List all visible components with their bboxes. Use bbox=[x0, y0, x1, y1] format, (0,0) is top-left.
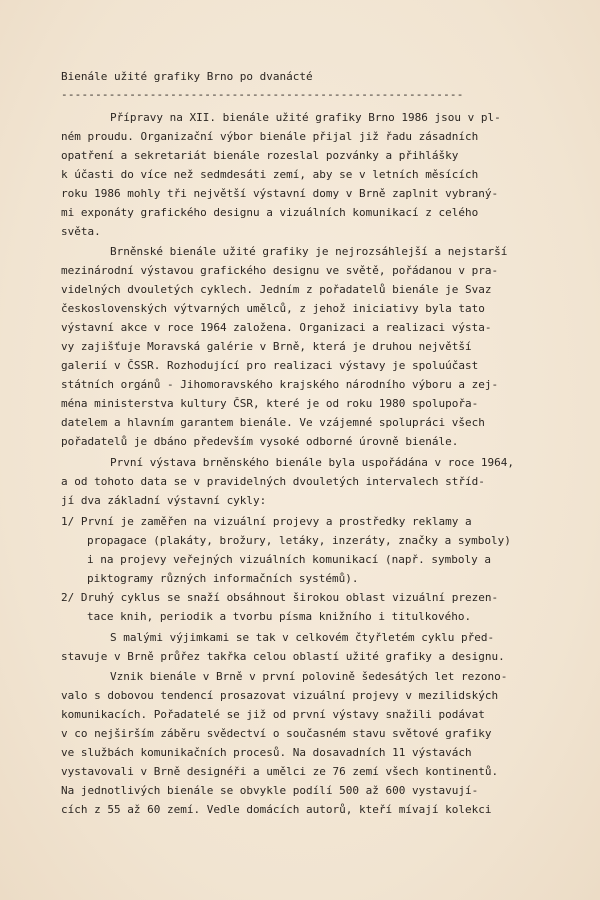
text-line: Na jednotlivých bienále se obvykle podílí 500 až 600 vystavují- bbox=[61, 784, 479, 797]
text-line: stavuje v Brně průřez takřka celou oblastí užité grafiky a designu. bbox=[61, 650, 505, 663]
text-line: piktogramy různých informačních systémů). bbox=[87, 572, 359, 585]
text-line: ména ministerstva kultury ČSR, které je od roku 1980 spolupořa- bbox=[61, 397, 479, 410]
text-line: Brněnské bienále užité grafiky je nejrozsáhlejší a nejstarší bbox=[110, 245, 508, 258]
text-line: pořadatelů je dbáno především vysoké odborné úrovně bienále. bbox=[61, 435, 459, 448]
text-line: vystavovali v Brně designéři a umělci ze 76 zemí všech kontinentů. bbox=[61, 765, 499, 778]
text-line: opatření a sekretariát bienále rozeslal pozvánky a přihlášky bbox=[61, 149, 459, 162]
text-line: datelem a hlavním garantem bienále. Ve vzájemné spolupráci všech bbox=[61, 416, 485, 429]
text-line: v co nejširším záběru svědectví o současném stavu světové grafiky bbox=[61, 727, 492, 740]
text-line: tace knih, periodik a tvorbu písma knižního i titulkového. bbox=[87, 610, 472, 623]
text-line: světa. bbox=[61, 225, 101, 238]
text-line: mi exponáty grafického designu a vizuálních komunikací z celého bbox=[61, 206, 479, 219]
text-line: První výstava brněnského bienále byla uspořádána v roce 1964, bbox=[110, 456, 514, 469]
text-line: valo s dobovou tendencí prosazovat vizuální projevy v mezilidských bbox=[61, 689, 499, 702]
text-line: Vznik bienále v Brně v první polovině šedesátých let rezono- bbox=[110, 670, 508, 683]
title-underline: ----------------------------------------------------------- bbox=[61, 88, 464, 101]
list-item-1: 1/ První je zaměřen na vizuální projevy a prostředky reklamy a bbox=[61, 515, 472, 528]
text-line: státních orgánů - Jihomoravského krajského národního výboru a zej- bbox=[61, 378, 499, 391]
text-line: komunikacích. Pořadatelé se již od první výstavy snažili podávat bbox=[61, 708, 485, 721]
text-line: galerií v ČSSR. Rozhodující pro realizaci výstavy je spoluúčast bbox=[61, 359, 479, 372]
text-line: ném proudu. Organizační výbor bienále přijal již řadu zásadních bbox=[61, 130, 479, 143]
text-line: videlných dvouletých cyklech. Jedním z pořadatelů bienále je Svaz bbox=[61, 283, 492, 296]
text-line: mezinárodní výstavou grafického designu ve světě, pořádanou v pra- bbox=[61, 264, 499, 277]
text-line: československých výtvarných umělců, z jehož iniciativy byla tato bbox=[61, 302, 485, 315]
text-line: S malými výjimkami se tak v celkovém čtyřletém cyklu před- bbox=[110, 631, 495, 644]
text-line: i na projevy veřejných vizuálních komunikací (např. symboly a bbox=[87, 553, 491, 566]
text-line: cích z 55 až 60 zemí. Vedle domácích autorů, kteří mívají kolekci bbox=[61, 803, 492, 816]
text-line: vy zajišťuje Moravská galérie v Brně, která je druhou největší bbox=[61, 340, 472, 353]
text-line: jí dva základní výstavní cykly: bbox=[61, 494, 267, 507]
text-line: ve službách komunikačních procesů. Na dosavadních 11 výstavách bbox=[61, 746, 472, 759]
text-line: a od tohoto data se v pravidelných dvouletých intervalech stříd- bbox=[61, 475, 485, 488]
text-line: Přípravy na XII. bienále užité grafiky Brno 1986 jsou v pl- bbox=[110, 111, 501, 124]
text-line: propagace (plakáty, brožury, letáky, inzeráty, značky a symboly) bbox=[87, 534, 511, 547]
text-line: výstavní akce v roce 1964 založena. Organizaci a realizaci výsta- bbox=[61, 321, 492, 334]
document-title: Bienále užité grafiky Brno po dvanácté bbox=[61, 70, 313, 83]
text-line: roku 1986 mohly tři největší výstavní domy v Brně zaplnit vybraný- bbox=[61, 187, 499, 200]
list-item-2: 2/ Druhý cyklus se snaží obsáhnout širokou oblast vizuální prezen- bbox=[61, 591, 499, 604]
text-line: k účasti do více než sedmdesáti zemí, aby se v letních měsících bbox=[61, 168, 479, 181]
